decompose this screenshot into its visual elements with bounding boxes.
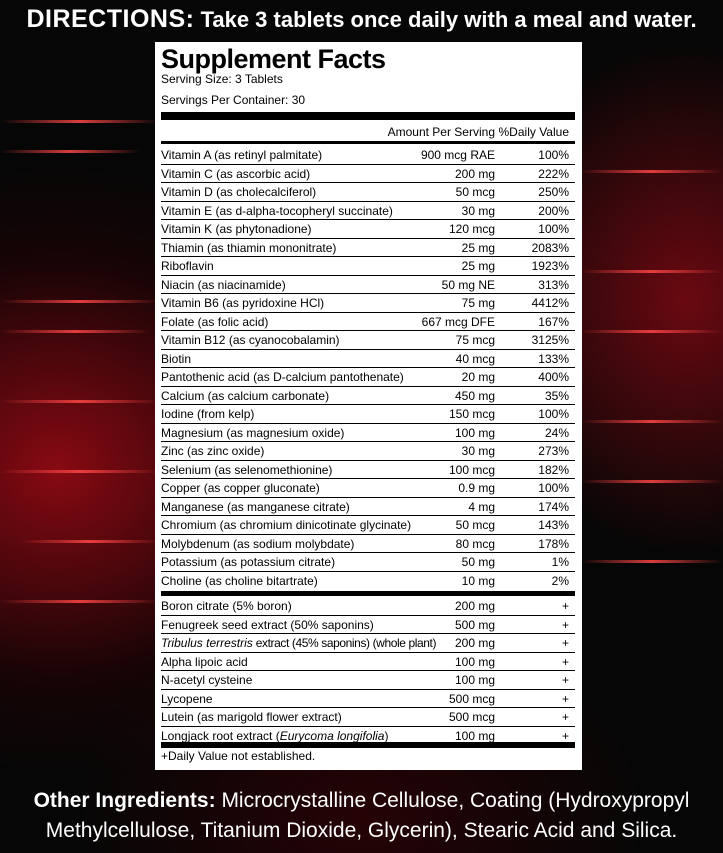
nutrient-amount: 20 mg <box>461 370 495 384</box>
nutrient-daily-value: + <box>561 691 569 706</box>
directions-body: Take 3 tablets once daily with a meal and water. <box>200 7 697 32</box>
supplement-facts-panel <box>155 42 582 770</box>
nutrient-amount: 667 mcg DFE <box>421 314 495 329</box>
nutrient-daily-value: 100% <box>538 481 569 495</box>
nutrient-daily-value: 24% <box>544 425 569 440</box>
amount-header: Amount Per Serving <box>387 125 495 139</box>
nutrient-name: Riboflavin <box>161 259 214 273</box>
nutrient-row <box>161 165 575 184</box>
nutrient-row <box>161 479 575 498</box>
nutrient-name: Calcium (as calcium carbonate) <box>161 388 330 403</box>
divider-thick <box>161 112 575 120</box>
nutrient-amount: 75 mg <box>461 296 495 310</box>
nutrient-amount: 50 mg <box>461 555 495 569</box>
other-ingredients-line1: Microcrystalline Cellulose, Coating (Hydroxypropyl <box>221 789 690 812</box>
nutrient-name: Pantothenic acid (as D-calcium pantothenate) <box>161 370 404 384</box>
nutrient-amount: 500 mcg <box>448 691 495 706</box>
nutrient-name: Alpha lipoic acid <box>161 654 248 669</box>
nutrient-daily-value: 133% <box>538 351 569 366</box>
nutrient-amount: 150 mcg <box>448 407 495 421</box>
nutrient-daily-value: + <box>561 673 569 687</box>
nutrient-row <box>161 313 575 332</box>
footnote: +Daily Value not established. <box>161 749 316 763</box>
nutrient-row <box>161 183 575 202</box>
nutrient-name: Thiamin (as thiamin mononitrate) <box>161 240 337 255</box>
serving-size: Serving Size: 3 Tablets <box>161 72 283 86</box>
nutrient-row <box>161 671 575 690</box>
nutrient-amount: 100 mcg <box>448 462 495 477</box>
nutrient-name: Vitamin K (as phytonadione) <box>161 222 312 236</box>
nutrient-name: Chromium (as chromium dinicotinate glycinate) <box>161 518 412 532</box>
nutrient-row <box>161 461 575 480</box>
nutrient-amount: 200 mg <box>454 636 495 650</box>
servings-per-container: Servings Per Container: 30 <box>161 93 306 107</box>
nutrient-name: Boron citrate (5% boron) <box>161 599 292 613</box>
nutrient-amount: 50 mcg <box>455 518 495 532</box>
nutrient-daily-value: 35% <box>544 388 569 403</box>
nutrient-daily-value: + <box>561 599 569 613</box>
nutrient-amount: 100 mg <box>454 425 495 440</box>
other-ingredients-line2: Methylcellulose, Titanium Dioxide, Glycerin), Stearic Acid and Silica. <box>45 819 678 842</box>
divider-thick-2 <box>161 591 575 596</box>
nutrient-row <box>161 387 575 406</box>
nutrient-amount: 0.9 mg <box>458 481 495 495</box>
nutrient-amount: 200 mg <box>454 599 495 613</box>
nutrient-daily-value: 100% <box>538 407 569 421</box>
nutrient-row <box>161 202 575 221</box>
other-ingredients-label: Other Ingredients: <box>33 789 216 812</box>
nutrient-name: Choline (as choline bitartrate) <box>161 573 318 588</box>
nutrient-row <box>161 553 575 572</box>
nutrient-amount: 100 mg <box>454 673 495 687</box>
nutrient-row <box>161 498 575 517</box>
nutrient-name: Selenium (as selenomethionine) <box>161 462 333 477</box>
nutrient-daily-value: + <box>561 654 569 669</box>
nutrient-row <box>161 572 575 591</box>
other-ingredient-rows <box>161 597 575 745</box>
nutrient-daily-value: 1% <box>551 555 569 569</box>
nutrient-row <box>161 294 575 313</box>
nutrient-daily-value: 174% <box>538 499 569 514</box>
nutrient-amount: 25 mg <box>461 240 495 255</box>
nutrient-row <box>161 690 575 709</box>
nutrient-daily-value: 143% <box>538 518 569 532</box>
divider-thick-3 <box>161 742 575 748</box>
nutrient-name: Potassium (as potassium citrate) <box>161 555 336 569</box>
nutrient-name: Vitamin E (as d-alpha-tocopheryl succinate) <box>161 203 393 218</box>
nutrient-name: Molybdenum (as sodium molybdate) <box>161 536 355 551</box>
nutrient-daily-value: 273% <box>538 444 569 458</box>
nutrient-row <box>161 220 575 239</box>
nutrient-row <box>161 257 575 276</box>
directions-label: DIRECTIONS: <box>26 5 195 33</box>
nutrient-daily-value: 100% <box>538 222 569 236</box>
nutrient-daily-value: + <box>561 728 569 743</box>
nutrient-name: Fenugreek seed extract (50% saponins) <box>161 617 374 632</box>
nutrient-amount: 80 mcg <box>455 536 495 551</box>
nutrient-name: Biotin <box>161 351 192 366</box>
nutrient-name: Vitamin D (as cholecalciferol) <box>161 185 317 199</box>
nutrient-amount: 30 mg <box>461 203 495 218</box>
nutrient-amount: 100 mg <box>454 728 495 743</box>
column-header <box>161 124 575 140</box>
nutrient-name: Iodine (from kelp) <box>161 407 255 421</box>
nutrient-daily-value: 100% <box>538 148 569 162</box>
nutrient-row <box>161 405 575 424</box>
nutrient-amount: 500 mcg <box>448 710 495 724</box>
nutrient-row <box>161 146 575 165</box>
nutrient-name: Copper (as copper gluconate) <box>161 481 320 495</box>
nutrient-name: Lutein (as marigold flower extract) <box>161 710 342 724</box>
nutrient-amount: 500 mg <box>454 617 495 632</box>
nutrient-amount: 30 mg <box>461 444 495 458</box>
nutrient-amount: 450 mg <box>454 388 495 403</box>
nutrient-amount: 200 mg <box>454 166 495 181</box>
nutrient-name: Zinc (as zinc oxide) <box>161 444 265 458</box>
nutrient-row <box>161 368 575 387</box>
nutrient-daily-value: 178% <box>538 536 569 551</box>
nutrient-row <box>161 516 575 535</box>
vitamin-rows <box>161 146 575 590</box>
nutrient-row <box>161 276 575 295</box>
nutrient-row <box>161 424 575 443</box>
nutrient-daily-value: 222% <box>538 166 569 181</box>
nutrient-row <box>161 616 575 635</box>
nutrient-row <box>161 331 575 350</box>
nutrient-row <box>161 634 575 653</box>
nutrient-daily-value: + <box>561 636 569 650</box>
nutrient-name: Niacin (as niacinamide) <box>161 277 286 292</box>
nutrient-name: Lycopene <box>161 691 213 706</box>
nutrient-amount: 900 mcg RAE <box>420 148 495 162</box>
nutrient-daily-value: 167% <box>538 314 569 329</box>
nutrient-daily-value: + <box>561 710 569 724</box>
nutrient-amount: 50 mg NE <box>441 277 495 292</box>
nutrient-amount: 120 mcg <box>448 222 495 236</box>
nutrient-name: Magnesium (as magnesium oxide) <box>161 425 345 440</box>
nutrient-name: Tribulus terrestris extract (45% saponins) (whole plant) <box>161 636 437 650</box>
nutrient-name: Folate (as folic acid) <box>161 314 269 329</box>
nutrient-daily-value: 2083% <box>531 240 569 255</box>
nutrient-daily-value: + <box>561 617 569 632</box>
other-ingredients <box>0 786 723 846</box>
panel-title: Supplement Facts <box>161 44 386 74</box>
nutrient-amount: 40 mcg <box>455 351 495 366</box>
nutrient-row <box>161 350 575 369</box>
nutrient-name: Vitamin B12 (as cyanocobalamin) <box>161 333 340 347</box>
nutrient-amount: 50 mcg <box>455 185 495 199</box>
nutrient-amount: 25 mg <box>461 259 495 273</box>
nutrient-daily-value: 182% <box>538 462 569 477</box>
dv-header: %Daily Value <box>498 125 569 139</box>
nutrient-amount: 100 mg <box>454 654 495 669</box>
nutrient-name: Vitamin C (as ascorbic acid) <box>161 166 311 181</box>
nutrient-daily-value: 400% <box>538 370 569 384</box>
nutrient-name: Vitamin A (as retinyl palmitate) <box>161 148 323 162</box>
nutrient-daily-value: 2% <box>551 573 569 588</box>
nutrient-daily-value: 1923% <box>531 259 569 273</box>
nutrient-daily-value: 250% <box>538 185 569 199</box>
nutrient-name: Vitamin B6 (as pyridoxine HCl) <box>161 296 325 310</box>
nutrient-daily-value: 3125% <box>531 333 569 347</box>
divider-medium <box>161 141 575 144</box>
nutrient-row <box>161 653 575 672</box>
nutrient-amount: 75 mcg <box>455 333 495 347</box>
directions-text <box>0 6 723 33</box>
nutrient-daily-value: 4412% <box>531 296 569 310</box>
nutrient-amount: 4 mg <box>468 499 495 514</box>
nutrient-name: N-acetyl cysteine <box>161 673 253 687</box>
nutrient-row <box>161 708 575 727</box>
nutrient-row <box>161 597 575 616</box>
nutrient-amount: 10 mg <box>461 573 495 588</box>
nutrient-row <box>161 442 575 461</box>
nutrient-row <box>161 535 575 554</box>
nutrient-row <box>161 239 575 258</box>
nutrient-daily-value: 200% <box>538 203 569 218</box>
nutrient-name: Manganese (as manganese citrate) <box>161 499 350 514</box>
nutrient-name: Longjack root extract (Eurycoma longifolia) <box>161 728 389 743</box>
nutrient-daily-value: 313% <box>538 277 569 292</box>
